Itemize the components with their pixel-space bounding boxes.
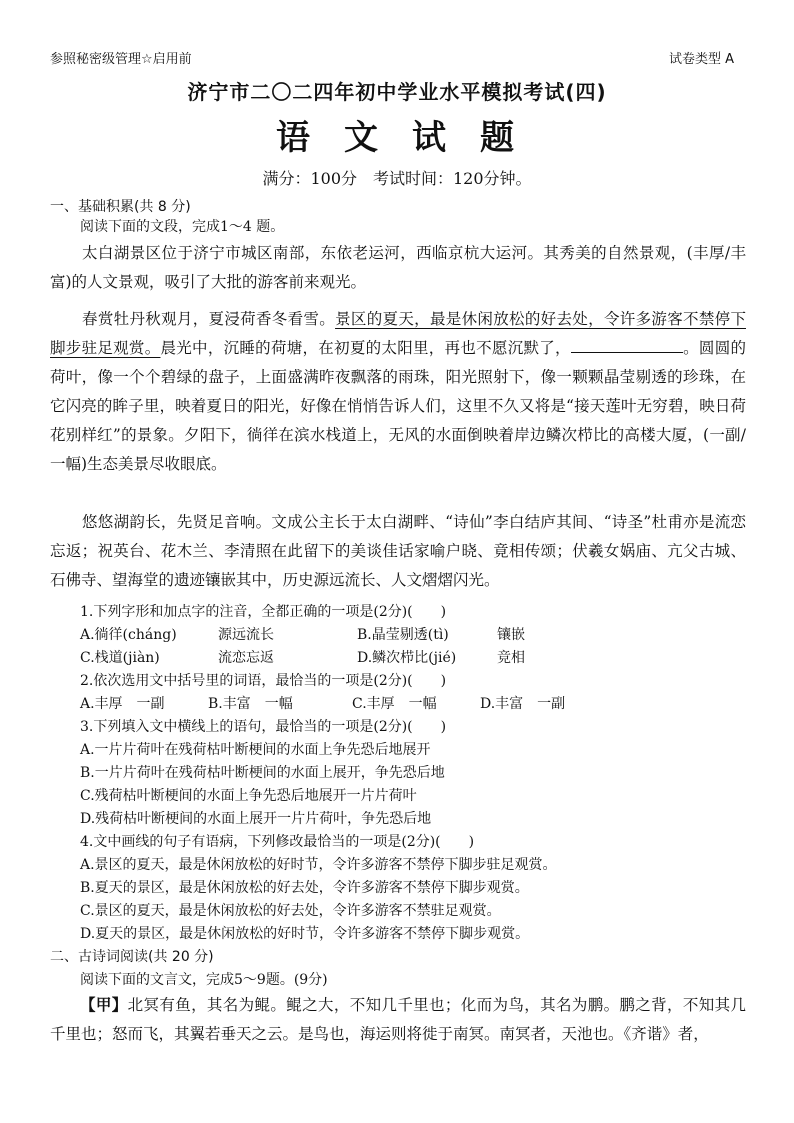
q2-option-d: D.丰富 一副: [480, 696, 566, 712]
paragraph-2-body: 晨光中，沉睡的荷塘，在初夏的太阳里，再也不愿沉默了，: [160, 339, 571, 357]
exam-meta: 满分：100分 考试时间：120分钟。: [262, 169, 532, 188]
q3-option-b: B.一片片荷叶在残荷枯叶断梗间的水面上展开，争先恐后地: [80, 765, 445, 781]
q3-option-a: A.一片片荷叶在残荷枯叶断梗间的水面上争先恐后地展开: [80, 742, 431, 758]
q1-option-b: B.晶莹剔透(tì): [357, 627, 449, 643]
q4-option-d: D.夏天的景区，最是休闲放松的好时节，令许多游客不禁停下脚步观赏。: [80, 926, 530, 942]
q1-option-d: D.鳞次栉比(jié): [357, 650, 457, 666]
question-4-stem: 4.文中画线的句子有语病，下列修改最恰当的一项是(2分)( ): [80, 834, 475, 850]
q3-option-c: C.残荷枯叶断梗间的水面上争先恐后地展开一片片荷叶: [80, 788, 417, 804]
question-2-stem: 2.依次选用文中括号里的词语，最恰当的一项是(2分)( ): [80, 673, 447, 689]
q1-option-a-word: 源远流长: [218, 627, 274, 643]
classical-text-jia: [50, 990, 746, 1049]
section-1-instruction: 阅读下面的文段，完成1～4 题。: [80, 219, 285, 235]
q1-option-c: C.栈道(jiàn): [80, 650, 160, 666]
q2-option-a: A.丰厚 一副: [80, 696, 165, 712]
passage-paragraph-3: 悠悠湖韵长，先贤足音响。文成公主长于太白湖畔、“诗仙”李白结庐其间、“诗圣”杜甫亦是流恋忘返；祝英台、花木兰、李清照在此留下的美谈佳话家喻户晓、竟相传颂；伏羲女娲庙、亢父古城、石佛寺、望海堂的遗迹镶嵌其中，历史源远流长、人文熠熠闪光。: [50, 513, 746, 589]
q3-option-d: D.残荷枯叶断梗间的水面上展开一片片荷叶，争先恐后地: [80, 811, 432, 827]
question-3-stem: 3.下列填入文中横线上的语句，最恰当的一项是(2分)( ): [80, 719, 447, 735]
q4-option-c: C.景区的夏天，最是休闲放松的好去处，令许多游客不禁驻足观赏。: [80, 903, 501, 919]
q1-option-d-word: 竞相: [497, 650, 525, 666]
q4-option-a: A.景区的夏天，最是休闲放松的好时节，令许多游客不禁停下脚步驻足观赏。: [80, 857, 557, 873]
underlined-sentence: 景区的夏天，最是休闲放松的好去处，令许多游客不禁停下脚步驻足观赏。: [50, 310, 746, 357]
paragraph-2-rest: 。圆圆的荷叶，像一个个碧绿的盘子，上面盛满昨夜飘落的雨珠，阳光照射下，像一颗颗晶莹剔透的珍珠，在它闪亮的眸子里，映着夏日的阳光，好像在悄悄告诉人们，这里不久又将是“接天莲叶无穷碧，映日荷花别样红”的景象。夕阳下，徜徉在滨水栈道上，无风的水面倒映着岸边鳞次栉比的高楼大厦，(一副/一幅)生态美景尽收眼底。: [50, 339, 746, 473]
confidentiality-label: 参照秘密级管理☆启用前: [50, 52, 192, 67]
classical-text-body: 北冥有鱼，其名为鲲。鲲之大，不知几千里也；化而为鸟，其名为鹏。鹏之背，不知其几千里也；怒而飞，其翼若垂天之云。是鸟也，海运则将徙于南冥。南冥者，天池也。《齐谐》者，: [50, 996, 746, 1043]
q1-option-a: A.徜徉(cháng): [80, 627, 177, 643]
q4-option-b: B.夏天的景区，最是休闲放松的好去处，令许多游客不禁停下脚步观赏。: [80, 880, 529, 896]
exam-title: 济宁市二〇二四年初中学业水平模拟考试(四): [187, 80, 607, 104]
q1-option-b-word: 镶嵌: [497, 627, 525, 643]
paper-type-label: 试卷类型 A: [668, 52, 734, 67]
section-2-heading: 二、古诗词阅读(共 20 分): [50, 949, 214, 965]
text-label-jia: 【甲】: [80, 995, 128, 1014]
section-2-instruction: 阅读下面的文言文，完成5～9题。(9分): [80, 972, 328, 988]
q2-option-b: B.丰富 一幅: [208, 696, 293, 712]
fill-in-blank: [571, 338, 683, 353]
subject-title: 语文试题: [276, 118, 548, 158]
passage-paragraph-2: [50, 305, 746, 479]
q2-option-c: C.丰厚 一幅: [352, 696, 437, 712]
passage-paragraph-1: 太白湖景区位于济宁市城区南部，东依老运河，西临京杭大运河。其秀美的自然景观，(丰厚/丰富)的人文景观，吸引了大批的游客前来观光。: [50, 244, 746, 291]
q1-option-c-word: 流恋忘返: [218, 650, 274, 666]
section-1-heading: 一、基础积累(共 8 分): [50, 199, 191, 215]
question-1-stem: 1.下列字形和加点字的注音，全都正确的一项是(2分)( ): [80, 604, 447, 620]
paragraph-2-opening: 春赏牡丹秋观月，夏浸荷香冬看雪。: [82, 310, 336, 328]
